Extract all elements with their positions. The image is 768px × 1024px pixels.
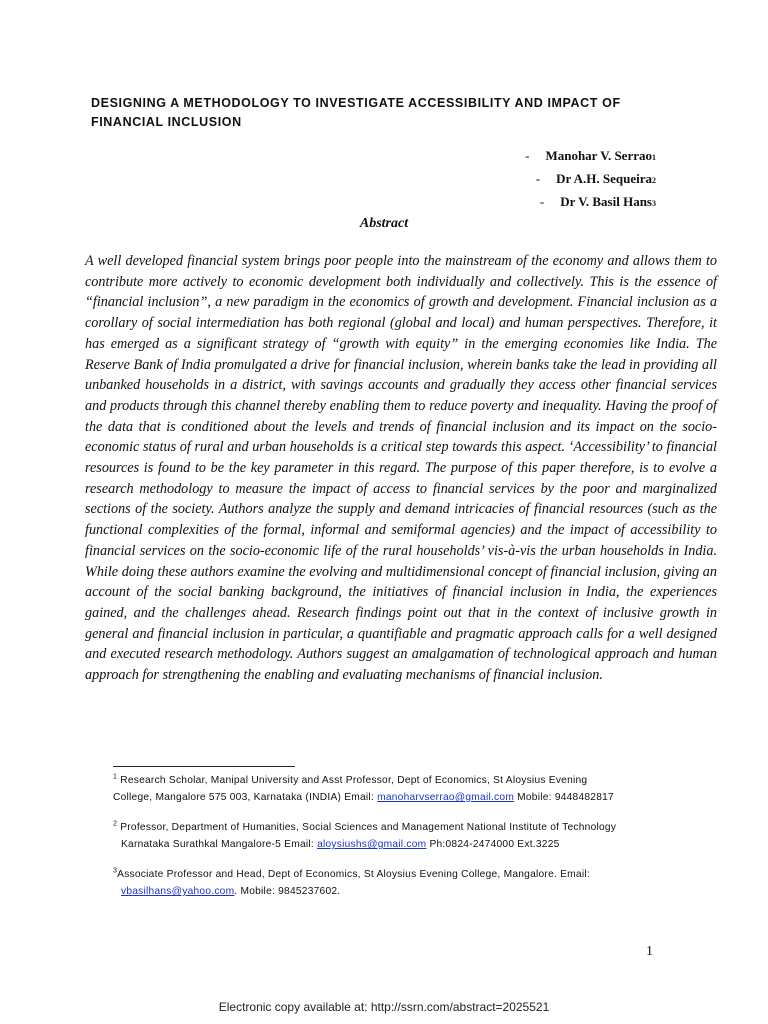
abstract-paragraph: A well developed financial system brings poor people into the mainstream of the economy and allows them to contribute more actively to economic development both individually and collectively. This is the essence of “financial inclusion”, a new paradigm in the economics of growth and development. Financial inclusion as a corollary of social intermediation has both regional (global and local) and human perspectives. Therefore, it has emerged as a significant strategy of “growth with equity” in the emerging economies like India. The Reserve Bank of India promulgated a drive for financial inclusion, wherein banks take the lead in providing all unbanked households in a district, with savings accounts and gradually they access other financial services and products through this channel thereby enabling them to reduce poverty and inequality. Having the proof of the data that is conditioned about the levels and trends of financial inclusion and its impact on the socio-economic status of rural and urban households is a critical step towards this aspect. ‘Accessibility’ to financial resources is found to be the key parameter in this regard. The purpose of this paper therefore, is to evolve a research methodology to measure the impact of access to financial services by the poor and marginalized sections of the society. Authors analyze the supply and demand intricacies of financial resources (such as the functional complexities of the formal, informal and semiformal agencies) and the impact of accessibility to financial services on the socio-economic life of the rural households’ vis-à-vis the urban households in India. While doing these authors examine the evolving and multidimensional concept of financial inclusion, giving an account of the social banking background, the initiatives of financial inclusion in India, the experiences gained, and the challenges ahead. Research findings point out that in the context of inclusive growth in general and financial inclusion in particular, a quantifiable and pragmatic approach calls for a well designed and executed research methodology. Authors suggest an amalgamation of technological approach and human approach for strengthening the enabling and evaluating mechanisms of financial inclusion. <box>85 253 717 684</box>
ssrn-footer: Electronic copy available at: http://ssrn.com/abstract=2025521 <box>218 1000 550 1014</box>
footnote-text: Karnataka Surathkal Mangalore-5 Email: <box>121 839 318 850</box>
footnote-text: Associate Professor and Head, Dept of Economics, St Aloysius Evening College, Mangalore. Email: <box>117 869 590 880</box>
abstract-heading: Abstract <box>359 216 409 231</box>
footnote-2 <box>113 819 658 853</box>
author-item: - Dr V. Basil Hans 3 <box>539 194 656 209</box>
author-bullet: - <box>525 148 530 163</box>
email-link[interactable]: manoharvserrao@gmail.com <box>377 792 515 803</box>
author-name: Dr A.H. Sequeira <box>556 171 652 186</box>
footnote-text: College, Mangalore 575 003, Karnataka (INDIA) Email: <box>113 792 378 803</box>
footnote-mark: 3 <box>113 867 118 875</box>
footnote-3 <box>113 866 658 900</box>
author-name: Dr V. Basil Hans <box>560 194 652 209</box>
footnote-mark: 1 <box>113 773 118 781</box>
footnote-text: . Mobile: 9845237602. <box>234 886 341 897</box>
footnote-text: Ph:0824-2474000 Ext.3225 <box>426 839 560 850</box>
footnote-mark: 2 <box>113 820 118 828</box>
page-number: 1 <box>646 944 653 959</box>
footnote-text: Professor, Department of Humanities, Social Sciences and Management National Institute of Technology <box>117 822 617 833</box>
author-list <box>525 148 656 217</box>
author-bullet: - <box>535 171 541 186</box>
author-bullet: - <box>539 194 545 209</box>
footnote-1 <box>113 772 658 806</box>
footnote-text: Mobile: 9448482817 <box>514 792 614 803</box>
author-item: - Manohar V. Serrao 1 <box>525 148 656 163</box>
author-name: Manohar V. Serrao <box>545 148 652 163</box>
author-item: - Dr A.H. Sequeira 2 <box>535 171 656 186</box>
footnote-separator <box>113 766 295 767</box>
email-link[interactable]: aloysiushs@gmail.com <box>317 839 427 850</box>
email-link[interactable]: vbasilhans@yahoo.com <box>121 886 235 897</box>
footnote-text: Research Scholar, Manipal University and Asst Professor, Dept of Economics, St Aloysius Evening <box>117 775 588 786</box>
paper-title: DESIGNING A METHODOLOGY TO INVESTIGATE ACCESSIBILITY AND IMPACT OF FINANCIAL INCLUSION <box>91 96 621 129</box>
